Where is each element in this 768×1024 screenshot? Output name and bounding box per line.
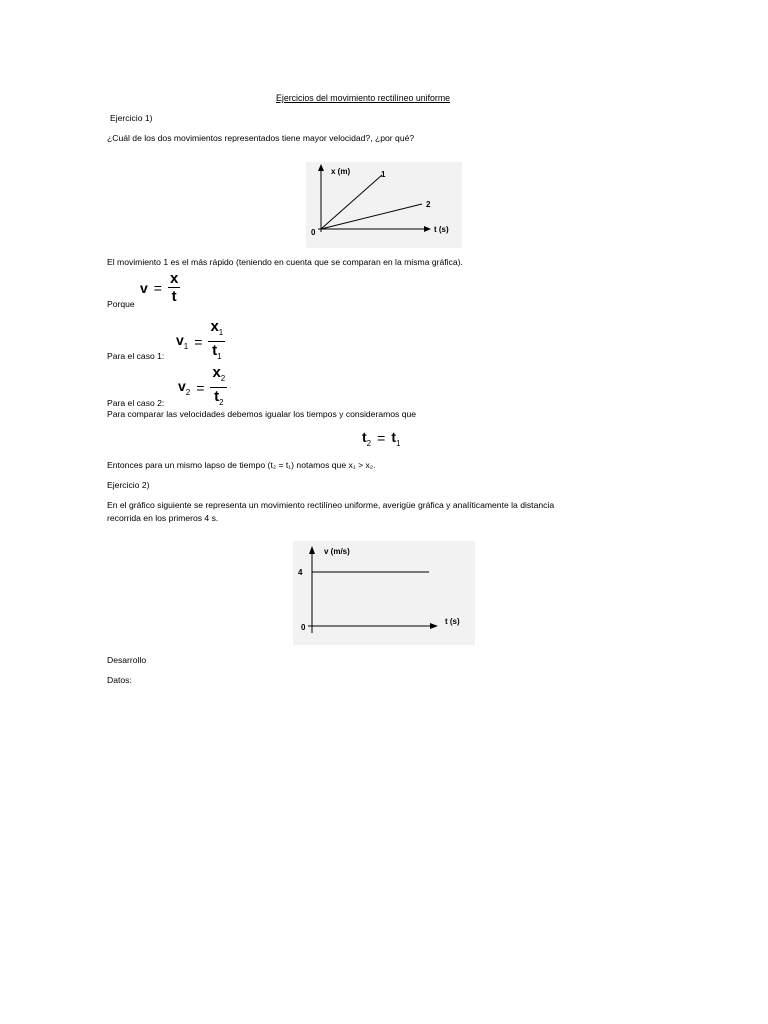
formula-equals: = bbox=[377, 430, 386, 447]
formula-denominator: $t_2$ bbox=[214, 388, 224, 407]
desarrollo-heading: Desarrollo bbox=[107, 655, 147, 665]
x-axis-label: t (s) bbox=[434, 225, 449, 234]
x-axis-label: t (s) bbox=[445, 617, 460, 626]
origin-label: 0 bbox=[301, 623, 306, 632]
x-axis-arrow bbox=[430, 623, 438, 629]
origin-label: 0 bbox=[311, 228, 316, 237]
exercise-2-heading: Ejercicio 2) bbox=[107, 480, 150, 490]
formula-numerator: $x_2$ bbox=[212, 364, 226, 383]
exercise-2-text-line-1: En el gráfico siguiente se representa un movimiento rectilíneo uniforme, averigüe gráfica y analíticamente la distancia bbox=[107, 500, 555, 510]
graph-position-time-svg bbox=[306, 162, 462, 248]
line-2 bbox=[321, 204, 422, 229]
graph-position-time bbox=[306, 162, 462, 248]
caso-1-label: Para el caso 1: bbox=[107, 351, 165, 361]
y-axis-label: x (m) bbox=[331, 167, 351, 176]
formula-lhs: $v_1$ bbox=[176, 332, 189, 351]
formula-equals: = bbox=[194, 333, 203, 350]
formula-denominator: $t_1$ bbox=[212, 342, 222, 361]
caso-2-label: Para el caso 2: bbox=[107, 398, 165, 408]
formula-numerator: x bbox=[169, 270, 179, 287]
line-1-label: 1 bbox=[381, 170, 386, 179]
y-axis-arrow bbox=[318, 164, 324, 171]
formula-fraction bbox=[208, 318, 225, 365]
formula-lhs: v bbox=[140, 279, 148, 296]
entonces-text: Entonces para un mismo lapso de tiempo (t₂ = t₁) notamos que x₁ > x₂. bbox=[107, 460, 376, 470]
exercise-2-text-line-2: recorrida en los primeros 4 s. bbox=[107, 513, 219, 523]
level-label: 4 bbox=[298, 568, 303, 577]
formula-lhs: $v_2$ bbox=[178, 378, 191, 397]
graph-velocity-time-svg bbox=[293, 541, 475, 645]
comparar-text: Para comparar las velocidades debemos igualar los tiempos y consideramos que bbox=[107, 409, 417, 419]
formula-velocity-2 bbox=[178, 364, 227, 411]
formula-rhs: $t_1$ bbox=[391, 429, 401, 448]
graph-velocity-time bbox=[293, 541, 475, 645]
formula-numerator: $x_1$ bbox=[210, 318, 224, 337]
exercise-1-heading: Ejercicio 1) bbox=[110, 113, 153, 123]
formula-equals: = bbox=[153, 279, 162, 296]
formula-denominator: t bbox=[171, 288, 177, 305]
formula-lhs: $t_2$ bbox=[362, 429, 372, 448]
formula-fraction bbox=[210, 364, 227, 411]
exercise-1-answer: El movimiento 1 es el más rápido (teniendo en cuenta que se comparan en la misma gráfica). bbox=[107, 257, 463, 267]
y-axis-arrow bbox=[309, 546, 315, 554]
formula-velocity-1 bbox=[176, 318, 225, 365]
formula-fraction bbox=[168, 270, 180, 305]
x-axis-arrow bbox=[424, 226, 431, 232]
formula-equals: = bbox=[196, 379, 205, 396]
formula-velocity bbox=[140, 270, 180, 305]
formula-time-equality bbox=[362, 429, 400, 448]
porque-label: Porque bbox=[107, 299, 135, 309]
exercise-1-question: ¿Cuál de los dos movimientos representados tiene mayor velocidad?, ¿por qué? bbox=[107, 133, 415, 143]
y-axis-label: v (m/s) bbox=[324, 547, 350, 556]
document-title: Ejercicios del movimiento rectilíneo uniforme bbox=[276, 93, 451, 103]
line-2-label: 2 bbox=[426, 200, 431, 209]
datos-label: Datos: bbox=[107, 675, 132, 685]
line-1 bbox=[321, 175, 382, 229]
